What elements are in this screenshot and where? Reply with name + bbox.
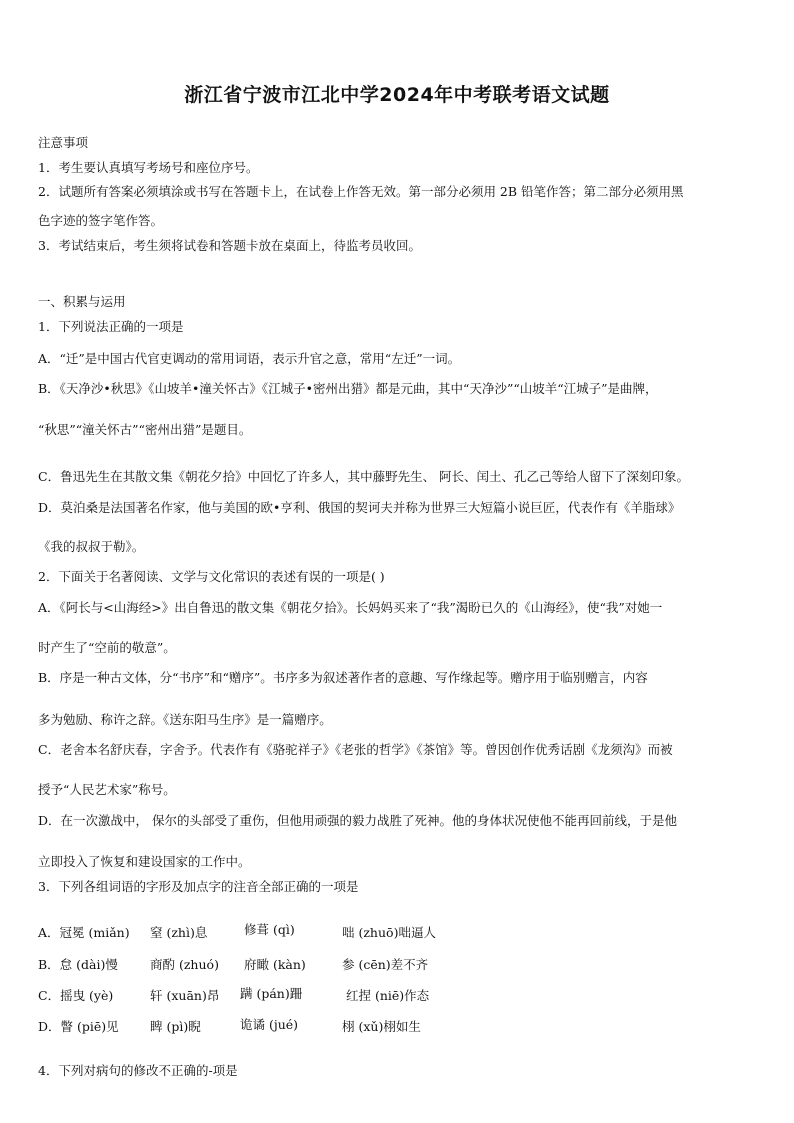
q3-d-word-4: 栩 (xǔ)栩如生 — [342, 1019, 421, 1034]
question-4-stem: 4．下列对病句的修改不正确的-项是 — [38, 1063, 238, 1078]
q1-option-a: A．“迁”是中国古代官吏调动的常用词语，表示升官之意，常用“左迁”一词。 — [38, 351, 461, 366]
q2-option-a: A．《阿长与<山海经>》出自鲁迅的散文集《朝花夕拾》。长妈妈买来了“我”渴盼已久的《山海经》，使“我”对她一 — [38, 600, 663, 615]
q3-b-word-4: 参 (cēn)差不齐 — [342, 957, 429, 972]
q2-option-a-cont: 时产生了“空前的敬意”。 — [38, 640, 176, 655]
question-1-stem: 1．下列说法正确的一项是 — [38, 319, 184, 334]
q3-c-word-4: 红捏 (niē)作态 — [346, 988, 430, 1003]
q3-a-word-1: A．冠冕 (miǎn) — [38, 925, 130, 940]
q3-c-word-3: 蹒 (pán)跚 — [240, 986, 303, 1001]
q1-option-b-cont: “秋思”“潼关怀古”“密州出猎”是题目。 — [38, 422, 252, 437]
q3-c-word-1: C．摇曳 (yè) — [38, 988, 114, 1003]
q2-option-c-cont: 授予“人民艺术家”称号。 — [38, 782, 176, 797]
notice-heading: 注意事项 — [38, 135, 89, 150]
notice-item: 2．试题所有答案必须填涂或书写在答题卡上，在试卷上作答无效。第一部分必须用 2B 铅笔作答；第二部分必须用黑 — [38, 184, 684, 199]
q3-c-word-2: 轩 (xuān)昂 — [150, 988, 220, 1003]
notice-item: 色字迹的签字笔作答。 — [38, 213, 164, 228]
q1-option-d: D．莫泊桑是法国著名作家，他与美国的欧•亨利、俄国的契诃夫并称为世界三大短篇小说巨匠，代表作有《羊脂球》 — [38, 500, 681, 515]
q3-b-word-1: B．怠 (dài)慢 — [38, 957, 118, 972]
q3-d-word-2: 睥 (pì)睨 — [150, 1019, 201, 1034]
question-2-stem: 2．下面关于名著阅读、文学与文化常识的表述有误的一项是( ) — [38, 569, 385, 584]
section-heading: 一、积累与运用 — [38, 294, 126, 309]
q1-option-d-cont: 《我的叔叔于勒》。 — [38, 539, 145, 554]
q1-option-c: C．鲁迅先生在其散文集《朝花夕拾》中回忆了许多人，其中藤野先生、 阿长、闰土、孔乙己等给人留下了深刻印象。 — [38, 469, 690, 484]
q3-a-word-4: 咄 (zhuō)咄逼人 — [342, 925, 436, 940]
q2-option-c: C．老舍本名舒庆春，字舍予。代表作有《骆驼祥子》《老张的哲学》《茶馆》等。曾因创作优秀话剧《龙须沟》而被 — [38, 742, 673, 757]
q2-option-d-cont: 立即投入了恢复和建设国家的工作中。 — [38, 854, 251, 869]
q2-option-b-cont: 多为勉励、称许之辞。《送东阳马生序》是一篇赠序。 — [38, 712, 332, 727]
page-title: 浙江省宁波市江北中学2024年中考联考语文试题 — [184, 84, 610, 106]
q2-option-b: B．序是一种古文体，分“书序”和“赠序”。书序多为叙述著作者的意趣、写作缘起等。赠序用于临别赠言，内容 — [38, 670, 648, 685]
q3-b-word-3: 府瞰 (kàn) — [244, 957, 306, 972]
q3-a-word-2: 窒 (zhì)息 — [150, 925, 208, 940]
q3-d-word-3: 诡谲 (jué) — [240, 1017, 299, 1032]
q2-option-d: D．在一次激战中， 保尔的头部受了重伤，但他用顽强的毅力战胜了死神。他的身体状况使他不能再回前线，于是他 — [38, 813, 677, 828]
question-3-stem: 3．下列各组词语的字形及加点字的注音全部正确的一项是 — [38, 879, 359, 894]
q3-d-word-1: D．瞥 (piē)见 — [38, 1019, 119, 1034]
notice-item: 3．考试结束后，考生须将试卷和答题卡放在桌面上，待监考员收回。 — [38, 238, 421, 253]
q3-b-word-2: 商酌 (zhuó) — [150, 957, 219, 972]
q1-option-b: B．《天净沙•秋思》《山坡羊•潼关怀古》《江城子•密州出猎》都是元曲，其中“天净沙”“山坡羊“江城子”是曲牌， — [38, 381, 658, 396]
q3-a-word-3: 修葺 (qì) — [244, 922, 295, 937]
notice-item: 1．考生要认真填写考场号和座位序号。 — [38, 160, 259, 175]
